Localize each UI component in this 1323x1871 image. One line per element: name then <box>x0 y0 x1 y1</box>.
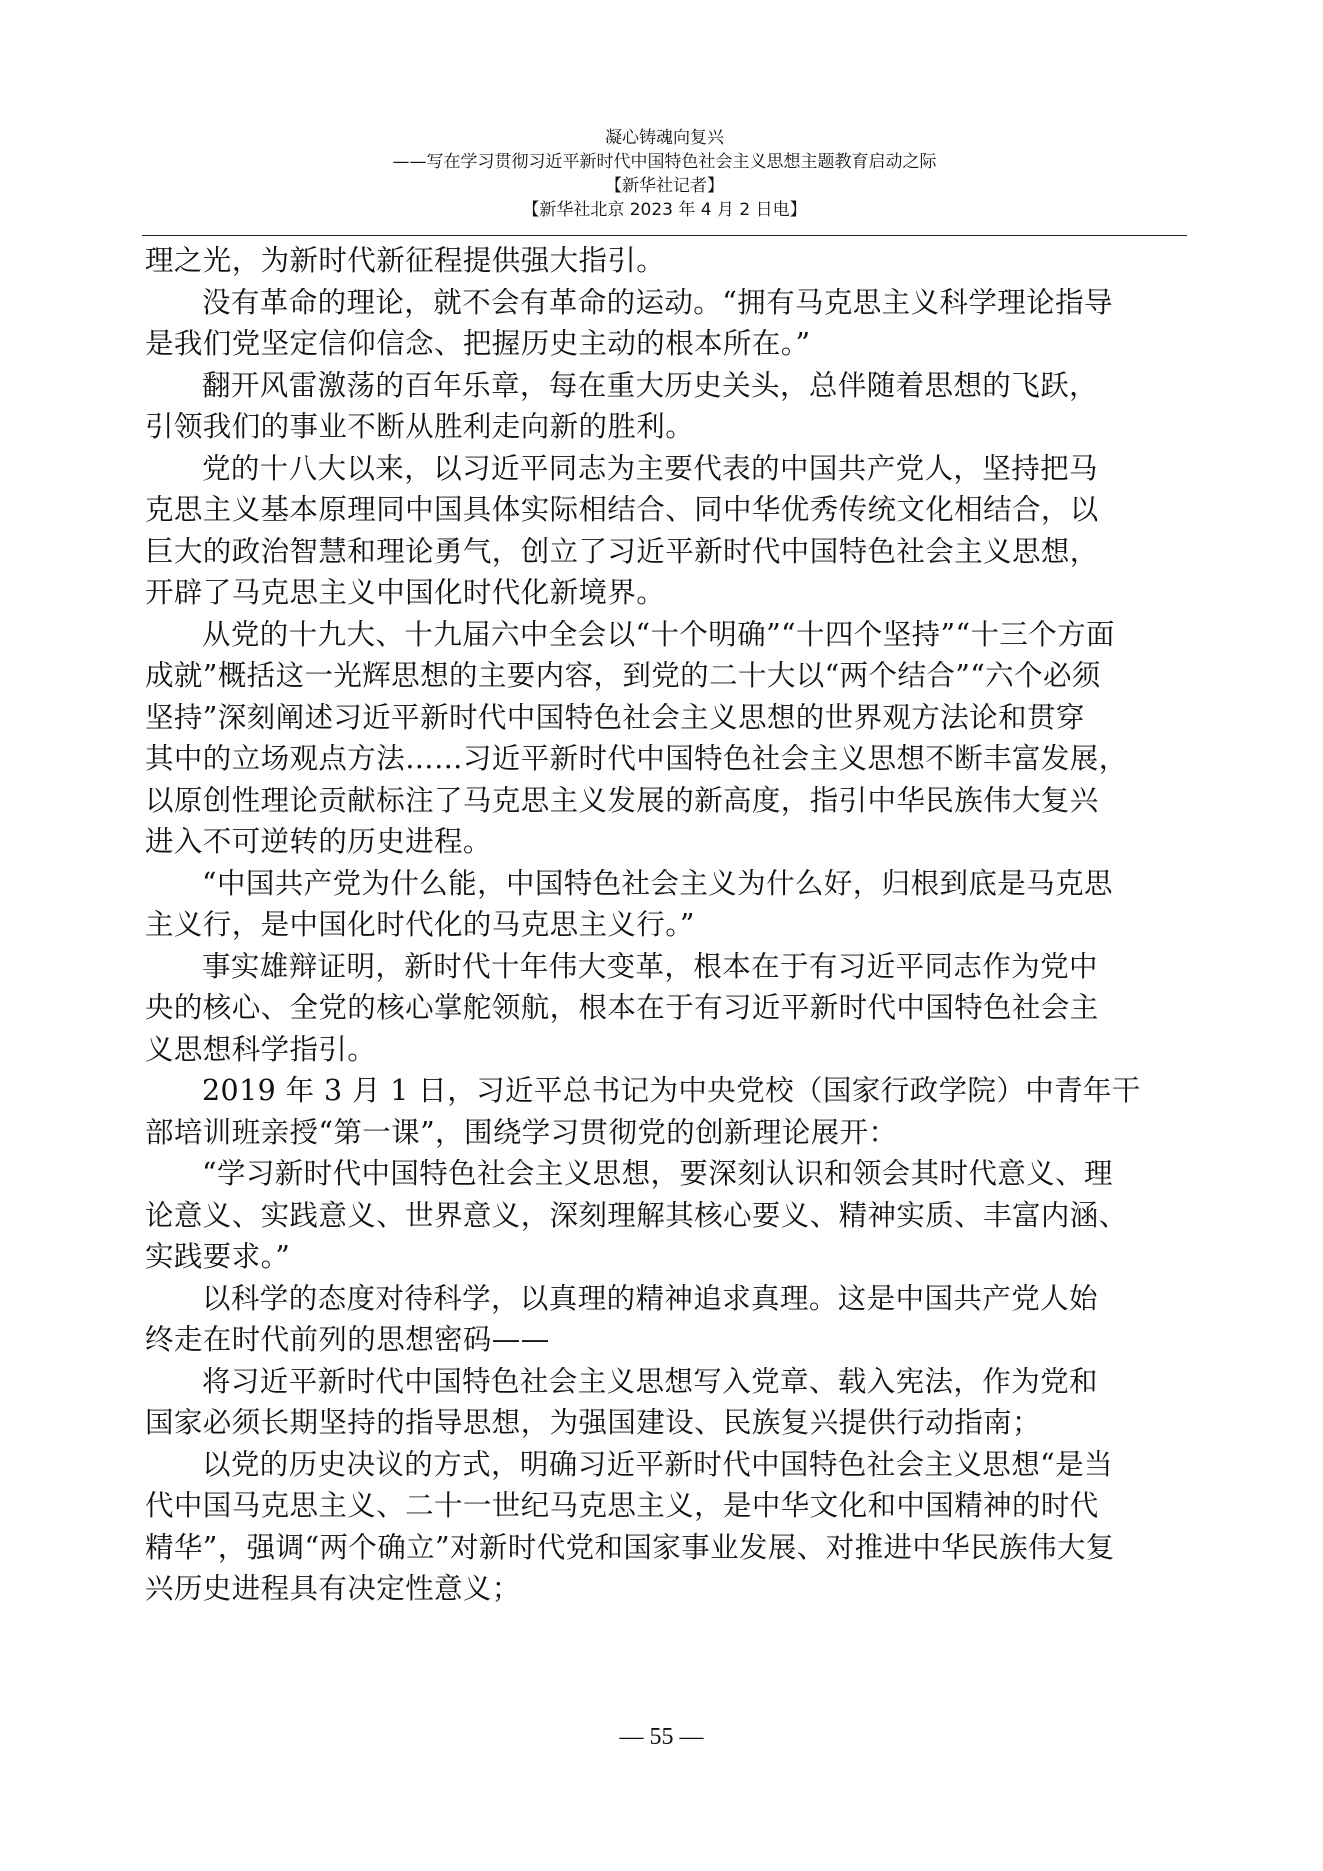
text-line: 引领我们的事业不断从胜利走向新的胜利。 <box>145 410 695 443</box>
text-line: 部培训班亲授“第一课”，围绕学习贯彻党的创新理论展开： <box>145 1115 898 1149</box>
paragraph <box>145 863 1185 946</box>
text-line: 进入不可逆转的历史进程。 <box>145 825 492 858</box>
text-line: 是我们党坚定信仰信念、把握历史主动的根本所在。” <box>145 327 811 360</box>
text-line: 以原创性理论贡献标注了马克思主义发展的新高度，指引中华民族伟大复兴 <box>145 783 1099 817</box>
text-line: 以科学的态度对待科学，以真理的精神追求真理。这是中国共产党人始 <box>202 1281 1098 1315</box>
page-header <box>142 126 1187 222</box>
text-line: 义思想科学指引。 <box>145 1032 377 1066</box>
text-line: 实践要求。” <box>145 1240 291 1273</box>
text-line: 兴历史进程具有决定性意义； <box>145 1572 521 1605</box>
text-line: 党的十八大以来，以习近平同志为主要代表的中国共产党人，坚持把马 <box>202 451 1098 485</box>
page-number: — 55 — <box>619 1724 704 1750</box>
text-line: 终走在时代前列的思想密码—— <box>145 1323 550 1356</box>
text-line: 巨大的政治智慧和理论勇气，创立了习近平新时代中国特色社会主义思想， <box>145 534 1099 568</box>
text-line: 央的核心、全党的核心掌舵领航，根本在于有习近平新时代中国特色社会主 <box>145 991 1099 1024</box>
article-title: 凝心铸魂向复兴 <box>605 128 724 148</box>
paragraph <box>145 240 1185 282</box>
paragraph <box>145 365 1185 448</box>
byline: 【新华社记者】 <box>605 176 724 196</box>
text-line: 以党的历史决议的方式，明确习近平新时代中国特色社会主义思想“是当 <box>202 1447 1113 1481</box>
dateline: 【新华社北京 2023 年 4 月 2 日电】 <box>522 200 807 220</box>
text-line: 论意义、实践意义、世界意义，深刻理解其核心要义、精神实质、丰富内涵、 <box>145 1198 1128 1232</box>
article-subtitle: ——写在学习贯彻习近平新时代中国特色社会主义思想主题教育启动之际 <box>392 152 937 172</box>
article-body <box>145 240 1185 1610</box>
paragraph <box>145 614 1185 863</box>
paragraph <box>145 1361 1185 1444</box>
text-line: 将习近平新时代中国特色社会主义思想写入党章、载入宪法，作为党和 <box>202 1364 1098 1398</box>
text-line: 2019 年 3 月 1 日，习近平总书记为中央党校（国家行政学院）中青年干 <box>202 1074 1141 1107</box>
text-line: 主义行，是中国化时代化的马克思主义行。” <box>145 908 695 941</box>
paragraph <box>145 1070 1185 1153</box>
text-line: 坚持”深刻阐述习近平新时代中国特色社会主义思想的世界观方法论和贯穿 <box>145 700 1085 734</box>
text-line: 国家必须长期坚持的指导思想，为强国建设、民族复兴提供行动指南； <box>145 1406 1041 1439</box>
text-line: 精华”，强调“两个确立”对新时代党和国家事业发展、对推进中华民族伟大复 <box>145 1530 1115 1564</box>
text-line: 克思主义基本原理同中国具体实际相结合、同中华优秀传统文化相结合，以 <box>145 493 1099 526</box>
paragraph <box>145 1444 1185 1610</box>
text-line: 成就”概括这一光辉思想的主要内容，到党的二十大以“两个结合”“六个必须 <box>145 659 1101 692</box>
paragraph <box>145 448 1185 614</box>
paragraph <box>145 1153 1185 1278</box>
header-divider <box>142 235 1187 236</box>
text-line: 事实雄辩证明，新时代十年伟大变革，根本在于有习近平同志作为党中 <box>202 949 1098 983</box>
text-line: 代中国马克思主义、二十一世纪马克思主义，是中华文化和中国精神的时代 <box>145 1489 1099 1522</box>
text-line: 没有革命的理论，就不会有革命的运动。“拥有马克思主义科学理论指导 <box>202 285 1113 319</box>
text-line: 从党的十九大、十九届六中全会以“十个明确”“十四个坚持”“十三个方面 <box>202 617 1115 651</box>
text-line: “学习新时代中国特色社会主义思想，要深刻认识和领会其时代意义、理 <box>202 1157 1113 1190</box>
paragraph <box>145 1278 1185 1361</box>
text-line: “中国共产党为什么能，中国特色社会主义为什么好，归根到底是马克思 <box>202 866 1113 900</box>
paragraph <box>145 282 1185 365</box>
paragraph <box>145 946 1185 1071</box>
text-line: 翻开风雷激荡的百年乐章，每在重大历史关头，总伴随着思想的飞跃， <box>202 368 1098 402</box>
text-line: 理之光，为新时代新征程提供强大指引。 <box>145 244 666 277</box>
text-line: 开辟了马克思主义中国化时代化新境界。 <box>145 576 666 609</box>
text-line: 其中的立场观点方法……习近平新时代中国特色社会主义思想不断丰富发展， <box>145 742 1128 775</box>
